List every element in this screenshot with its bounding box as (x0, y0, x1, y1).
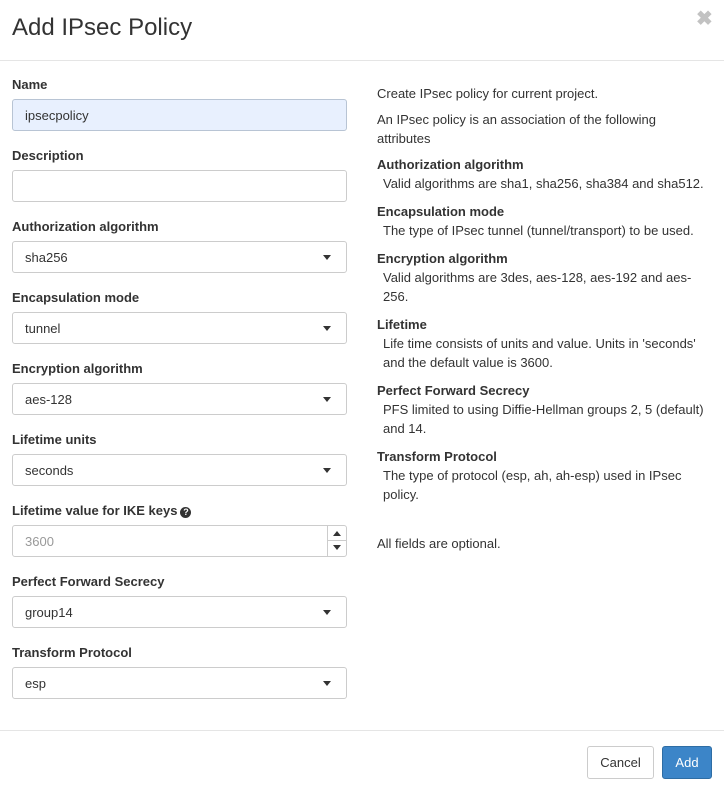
pfs-value: group14 (25, 605, 73, 620)
caret-down-icon (323, 468, 331, 473)
optional-note: All fields are optional. (377, 536, 501, 551)
help-intro: Create IPsec policy for current project. (377, 86, 599, 101)
name-label: Name (12, 77, 48, 92)
auth-algorithm-select[interactable] (12, 241, 347, 273)
encryption-algorithm-label: Encryption algorithm (12, 361, 143, 376)
name-input[interactable] (12, 99, 347, 131)
help-term: Transform Protocol (377, 449, 497, 464)
spin-up-button[interactable] (327, 526, 346, 541)
pfs-label: Perfect Forward Secrecy (12, 574, 165, 589)
help-desc: PFS limited to using Diffie-Hellman groups 2, 5 (default) and 14. (383, 402, 704, 436)
help-desc: Valid algorithms are sha1, sha256, sha384 and sha512. (383, 176, 704, 191)
help-term: Lifetime (377, 317, 427, 332)
help-desc: The type of IPsec tunnel (tunnel/transport) to be used. (383, 223, 694, 238)
description-input[interactable] (12, 170, 347, 202)
lifetime-value-label (12, 503, 191, 518)
transform-protocol-select[interactable] (12, 667, 347, 699)
caret-down-icon (323, 255, 331, 260)
pfs-select[interactable] (12, 596, 347, 628)
lifetime-value-input[interactable] (12, 525, 347, 557)
help-term: Encryption algorithm (377, 251, 508, 266)
encapsulation-mode-value: tunnel (25, 321, 61, 336)
modal-footer (0, 730, 724, 792)
question-circle-icon[interactable]: ? (180, 507, 191, 518)
caret-down-icon (333, 545, 341, 550)
auth-algorithm-value: sha256 (25, 250, 68, 265)
modal-title: Add IPsec Policy (12, 14, 193, 41)
caret-down-icon (323, 610, 331, 615)
encryption-algorithm-value: aes-128 (25, 392, 72, 407)
caret-down-icon (323, 681, 331, 686)
help-column (377, 84, 712, 560)
caret-down-icon (323, 397, 331, 402)
lifetime-value-placeholder: 3600 (25, 534, 54, 549)
spin-down-button[interactable] (327, 541, 346, 556)
close-icon[interactable]: ✖ (696, 8, 713, 30)
encapsulation-mode-select[interactable] (12, 312, 347, 344)
lifetime-units-value: seconds (25, 463, 74, 478)
encapsulation-mode-label: Encapsulation mode (12, 290, 140, 305)
cancel-button[interactable]: Cancel (587, 746, 654, 779)
modal-header (0, 0, 724, 61)
help-term: Authorization algorithm (377, 157, 524, 172)
encryption-algorithm-select[interactable] (12, 383, 347, 415)
help-desc: Valid algorithms are 3des, aes-128, aes-192 and aes-256. (383, 270, 692, 304)
lifetime-units-select[interactable] (12, 454, 347, 486)
help-term: Encapsulation mode (377, 204, 505, 219)
auth-algorithm-label: Authorization algorithm (12, 219, 159, 234)
help-desc: Life time consists of units and value. Units in 'seconds' and the default value is 3600. (383, 336, 696, 370)
caret-up-icon (333, 531, 341, 536)
help-term: Perfect Forward Secrecy (377, 383, 530, 398)
lifetime-value-label-text: Lifetime value for IKE keys (12, 503, 178, 518)
transform-protocol-label: Transform Protocol (12, 645, 132, 660)
caret-down-icon (323, 326, 331, 331)
transform-protocol-value: esp (25, 676, 46, 691)
description-label: Description (12, 148, 84, 163)
help-intro-2: An IPsec policy is an association of the following attributes (377, 112, 656, 146)
lifetime-units-label: Lifetime units (12, 432, 97, 447)
add-button[interactable]: Add (662, 746, 712, 779)
help-desc: The type of protocol (esp, ah, ah-esp) used in IPsec policy. (383, 468, 682, 502)
